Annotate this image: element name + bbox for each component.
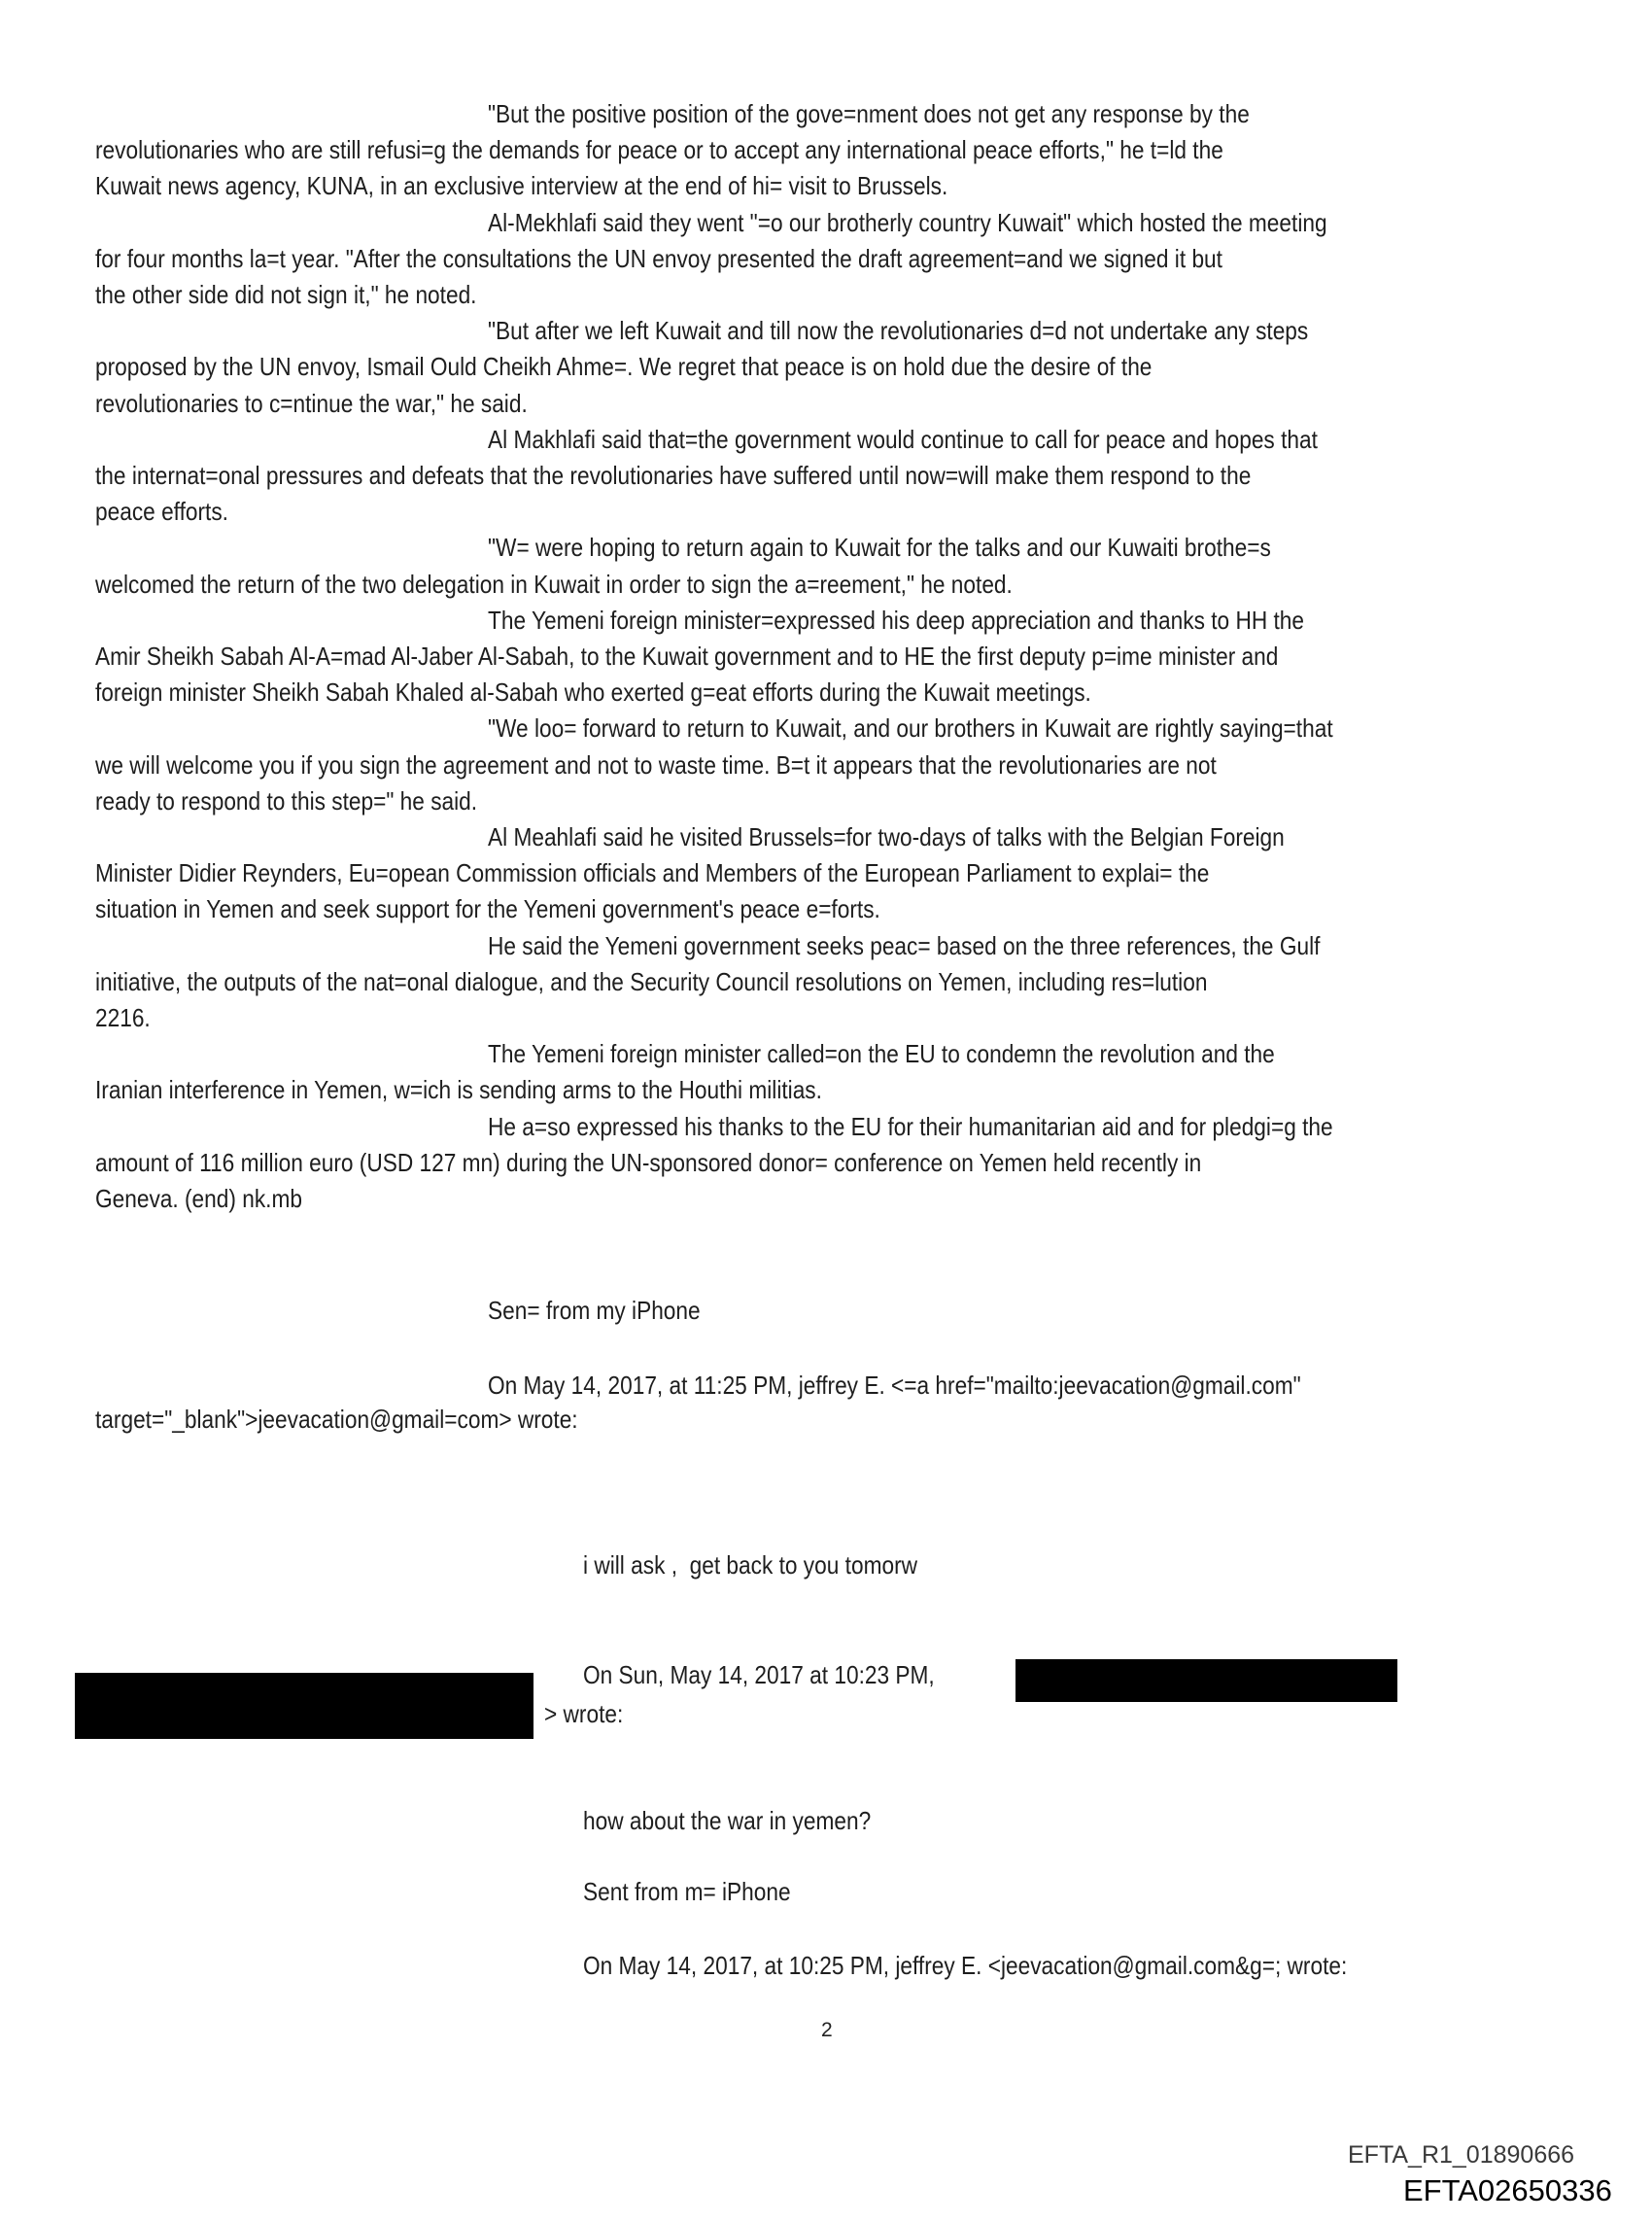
article-line: He a=so expressed his thanks to the EU for their humanitarian aid and for pledgi=g the [488, 1112, 1333, 1141]
quote-header: target="_blank">jeevacation@gmail=com> wrote: [95, 1405, 578, 1434]
article-line: The Yemeni foreign minister called=on the EU to condemn the revolution and the [488, 1039, 1275, 1068]
bates-stamp-r1: EFTA_R1_01890666 [1348, 2141, 1575, 2169]
redaction-box [75, 1673, 533, 1739]
article-line: for four months la=t year. "After the consultations the UN envoy presented the draft agreement=and we signed it but [95, 244, 1222, 273]
article-line: "We loo= forward to return to Kuwait, and our brothers in Kuwait are rightly saying=that [488, 713, 1333, 743]
quote-header: On Sun, May 14, 2017 at 10:23 PM, [583, 1660, 935, 1689]
article-line: we will welcome you if you sign the agreement and not to waste time. B=t it appears that the revolutionaries are not [95, 750, 1217, 780]
article-line: initiative, the outputs of the nat=onal dialogue, and the Security Council resolutions on Yemen, including res=lution [95, 967, 1208, 996]
sent-from-signature: Sen= from my iPhone [488, 1296, 701, 1325]
article-line: Al Makhlafi said that=the government would continue to call for peace and hopes that [488, 425, 1318, 454]
quote-header: On May 14, 2017, at 11:25 PM, jeffrey E. <=a href="mailto:jeevacation@gmail.com" [488, 1371, 1301, 1400]
article-line: Al Meahlafi said he visited Brussels=for two-days of talks with the Belgian Foreign [488, 822, 1285, 851]
article-line: proposed by the UN envoy, Ismail Ould Cheikh Ahme=. We regret that peace is on hold due the desire of the [95, 352, 1153, 381]
article-line: "W= were hoping to return again to Kuwait for the talks and our Kuwaiti brothe=s [488, 533, 1271, 562]
bates-stamp: EFTA02650336 [1403, 2173, 1612, 2207]
article-line: He said the Yemeni government seeks peac= based on the three references, the Gulf [488, 931, 1321, 960]
page-number: 2 [821, 2019, 833, 2041]
article-line: The Yemeni foreign minister=expressed his deep appreciation and thanks to HH the [488, 606, 1305, 635]
article-line: ready to respond to this step=" he said. [95, 786, 478, 816]
article-line: the other side did not sign it," he noted. [95, 280, 477, 309]
article-line: revolutionaries to c=ntinue the war," he said. [95, 389, 528, 418]
article-line: revolutionaries who are still refusi=g the demands for peace or to accept any international peace efforts," he t=ld the [95, 135, 1223, 164]
article-line: Iranian interference in Yemen, w=ich is sending arms to the Houthi militias. [95, 1075, 822, 1104]
message-body: i will ask , get back to you tomorw [583, 1550, 917, 1580]
article-line: Minister Didier Reynders, Eu=opean Commission officials and Members of the European Parliament to explai= the [95, 858, 1210, 887]
article-line: Al-Mekhlafi said they went "=o our brotherly country Kuwait" which hosted the meeting [488, 208, 1327, 237]
article-line: "But after we left Kuwait and till now the revolutionaries d=d not undertake any steps [488, 316, 1309, 345]
redaction-box [1015, 1659, 1397, 1702]
article-line: peace efforts. [95, 497, 228, 526]
article-line: 2216. [95, 1003, 151, 1032]
sent-from-signature: Sent from m= iPhone [583, 1877, 791, 1906]
article-line: welcomed the return of the two delegation in Kuwait in order to sign the a=reement," he noted. [95, 570, 1013, 599]
article-line: situation in Yemen and seek support for the Yemeni government's peace e=forts. [95, 894, 880, 923]
article-line: the internat=onal pressures and defeats that the revolutionaries have suffered until now=will make them respond to the [95, 461, 1252, 490]
article-line: "But the positive position of the gove=nment does not get any response by the [488, 99, 1250, 128]
message-body: how about the war in yemen? [583, 1806, 872, 1835]
article-line: amount of 116 million euro (USD 127 mn) during the UN-sponsored donor= conference on Yemen held recently in [95, 1148, 1202, 1177]
article-line: foreign minister Sheikh Sabah Khaled al-Sabah who exerted g=eat efforts during the Kuwait meetings. [95, 677, 1091, 707]
quote-header: > wrote: [544, 1699, 624, 1728]
article-line: Amir Sheikh Sabah Al-A=mad Al-Jaber Al-Sabah, to the Kuwait government and to HE the first deputy p=ime minister and [95, 642, 1279, 671]
quote-header: On May 14, 2017, at 10:25 PM, jeffrey E. <jeevacation@gmail.com&g=; wrote: [583, 1951, 1348, 1980]
article-line: Geneva. (end) nk.mb [95, 1184, 302, 1213]
article-line: Kuwait news agency, KUNA, in an exclusive interview at the end of hi= visit to Brussels. [95, 171, 948, 200]
